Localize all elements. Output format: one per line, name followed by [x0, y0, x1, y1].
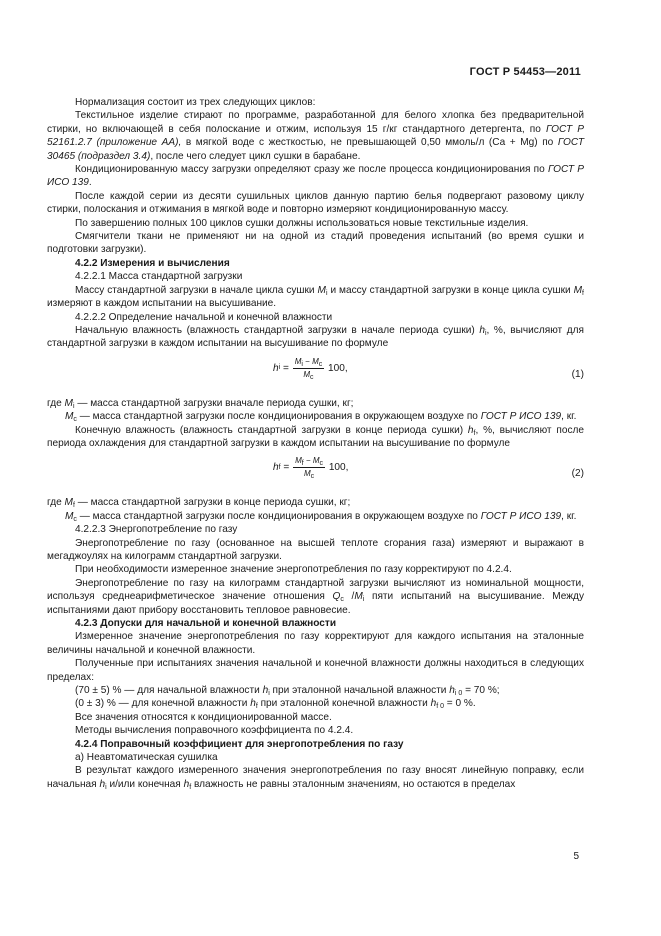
text: , кг.	[561, 510, 577, 522]
subscript: c	[318, 360, 323, 368]
text: = 70 %;	[462, 685, 500, 697]
subsection-heading: 4.2.2.3 Энергопотребление по газу	[75, 524, 238, 536]
formula-1	[47, 354, 584, 394]
standard-reference: ГОСТ Р ИСО 139	[47, 164, 585, 189]
symbol: M	[303, 369, 311, 379]
section-heading: 4.2.4 Поправочный коэффициент для энергопотребления по газу	[75, 738, 404, 750]
subscript: i	[268, 690, 270, 698]
symbol: M	[573, 284, 583, 296]
subscript: i	[325, 289, 328, 297]
text: = 0 %.	[443, 698, 476, 710]
subscript: c	[73, 416, 77, 424]
symbol: h	[183, 778, 190, 790]
variable-definition	[47, 410, 584, 423]
subscript: f	[582, 289, 584, 297]
section-heading: 4.2.2 Измерения и вычисления	[75, 257, 230, 269]
subscript: f 0	[436, 703, 444, 711]
symbol: M	[354, 591, 363, 603]
formula-2	[47, 453, 584, 493]
text: (0 ± 3) % — для конечной влажности	[75, 698, 251, 710]
subscript: c	[340, 596, 344, 604]
subscript: i	[301, 360, 303, 368]
text: и массу стандартной загрузки в конце цикла сушки	[327, 284, 574, 296]
text: .	[88, 177, 92, 189]
symbol: M	[312, 456, 320, 466]
text: Текстильное изделие стирают по программе, разработанной для белого хлопка без предварительной стирки, но включающей в себя полоскание и отжим, используя 15 г/кг стандартного детергента, по	[47, 110, 584, 135]
equals-sign: =	[280, 462, 293, 474]
subscript: f	[189, 783, 192, 791]
standard-reference: ГОСТ 30465 (подраздел 3.4)	[47, 137, 584, 162]
symbol: M	[317, 284, 326, 296]
symbol: h	[273, 462, 279, 474]
standard-reference: ГОСТ Р ИСО 139	[480, 510, 562, 522]
symbol: h	[250, 698, 256, 710]
formula-expression: h i = $\frac{M_i - M_c}{M_c}$ 100,	[273, 356, 348, 381]
subscript: i	[484, 329, 487, 337]
subsection-heading: 4.2.2.1 Масса стандартной загрузки	[75, 271, 243, 283]
paragraph	[47, 424, 584, 451]
subscript: f	[72, 502, 75, 510]
text: при эталонной конечной влажности	[257, 698, 431, 710]
subscript: f	[473, 429, 476, 437]
text: влажность не равны эталонным значениям, но остаются в пределах	[191, 778, 516, 790]
equals-sign: =	[280, 362, 292, 374]
paragraph: После каждой серии из десяти сушильных циклов данную партию белья подвергают разовому циклу стирки, полоскания и отжимания в мягкой воде и повторно измеряют кондиционированную массу.	[47, 190, 584, 216]
subscript: c	[310, 373, 314, 381]
symbol: M	[65, 510, 74, 522]
paragraph	[47, 697, 584, 710]
text: Массу стандартной загрузки в начале цикла сушки	[75, 284, 318, 296]
text: где	[47, 497, 65, 509]
subscript: c	[73, 515, 77, 523]
paragraph	[47, 764, 584, 791]
text: , после чего следует цикл сушки в барабане.	[150, 150, 361, 162]
paragraph	[47, 577, 584, 617]
symbol: h	[273, 362, 279, 374]
symbol: h	[430, 698, 437, 710]
minus-sign: −	[303, 456, 313, 466]
symbol: M	[64, 497, 73, 509]
equation-number: (1)	[571, 368, 584, 380]
paragraph	[47, 109, 584, 163]
text: измеряют в каждом испытании на высушивание.	[47, 298, 277, 310]
fraction	[293, 356, 325, 381]
text: — масса стандартной загрузки вначале периода сушки, кг;	[74, 397, 354, 409]
text: В результат каждого измеренного значения энергопотребления по газу вносят линейную поправку, если начальная	[47, 765, 584, 790]
subscript: i	[72, 402, 75, 410]
text: при эталонной начальной влажности	[269, 685, 450, 697]
multiplier: 100,	[325, 362, 348, 374]
symbol: h	[449, 685, 455, 697]
text: /	[343, 591, 355, 603]
symbol: h	[479, 324, 485, 336]
symbol: h	[262, 685, 269, 697]
fraction	[293, 455, 325, 480]
text: где	[47, 397, 65, 409]
paragraph: При необходимости измеренное значение энергопотребления по газу корректируют по 4.2.4.	[75, 564, 512, 576]
denominator	[303, 369, 313, 381]
subsection-heading: 4.2.2.2 Определение начальной и конечной влажности	[75, 311, 333, 323]
paragraph: Нормализация состоит из трех следующих циклов:	[75, 97, 316, 108]
formula-expression: h f = $\frac{M_f - M_c}{M_c}$ 100,	[273, 456, 349, 481]
symbol: M	[294, 356, 302, 366]
paragraph: Все значения относятся к кондиционированной массе.	[75, 711, 332, 723]
multiplier: 100,	[326, 462, 349, 474]
paragraph	[47, 284, 584, 311]
equation-number: (2)	[571, 468, 584, 480]
section-heading: 4.2.3 Допуски для начальной и конечной влажности	[75, 618, 337, 629]
standard-reference: ГОСТ Р 52161.2.7 (приложение АА),	[47, 123, 584, 149]
symbol: M	[303, 469, 311, 479]
variable-definition	[47, 397, 584, 410]
paragraph: Энергопотребление по газу (основанное на высшей теплоте сгорания газа) измеряют и выражают в мегаджоулях на килограмм стандартной загрузки.	[47, 537, 584, 562]
symbol: M	[65, 411, 74, 423]
text: — масса стандартной загрузки после кондиционирования в окружающем воздухе по	[76, 411, 481, 423]
symbol: Q	[332, 591, 341, 603]
symbol: h	[99, 778, 106, 790]
numerator	[293, 455, 325, 468]
standard-reference: ГОСТ Р ИСО 139	[480, 411, 562, 423]
subscript: f	[255, 703, 258, 711]
denominator	[304, 468, 314, 480]
minus-sign: −	[302, 356, 313, 366]
list-item: а) Неавтоматическая сушилка	[75, 752, 218, 764]
text: и/или конечная	[106, 778, 184, 790]
subscript: c	[310, 473, 315, 481]
text: Кондиционированную массу загрузки определяют сразу же после процесса кондиционирования по	[75, 164, 548, 176]
text: , %, вычисляют для стандартной загрузки в каждом испытании на высушивание по формуле	[47, 324, 584, 350]
subscript: f	[301, 460, 304, 468]
page-number: 5	[573, 851, 579, 862]
paragraph	[47, 324, 584, 351]
paragraph: Измеренное значение энергопотребления по газу корректируют для каждого испытания на эталонные величины начальной и конечной влажности.	[47, 631, 584, 656]
paragraph	[47, 163, 584, 190]
numerator	[293, 356, 325, 369]
paragraph: По завершению полных 100 циклов сушки должны использоваться новые текстильные изделия.	[75, 217, 529, 229]
text: , %, вычисляют после периода охлаждения для стандартной загрузки в каждом испытании на высушивание по формуле	[47, 424, 584, 449]
text: Конечную влажность (влажность стандартной загрузки в конце периода сушки)	[75, 424, 468, 436]
subscript: i 0	[454, 690, 463, 698]
text: — масса стандартной загрузки после кондиционирования в окружающем воздухе по	[76, 510, 481, 522]
paragraph	[47, 684, 584, 697]
paragraph: Методы вычисления поправочного коэффициента по 4.2.4.	[75, 725, 354, 737]
symbol: M	[312, 356, 319, 366]
text: пяти испытаний на высушивание. Между испытаниями дают прибору восстановить тепловое равновесие.	[47, 591, 584, 616]
text: Начальную влажность (влажность стандартной загрузки в начале периода сушки)	[75, 324, 480, 336]
paragraph: Смягчители ткани не применяют ни на одной из стадий проведения испытаний (во время сушки и подготовки загрузки).	[47, 231, 584, 256]
document-header: ГОСТ Р 54453—2011	[469, 66, 581, 78]
paragraph: Полученные при испытаниях значения начальной и конечной влажности должны находиться в следующих пределах:	[47, 658, 584, 683]
text: Энергопотребление по газу на килограмм стандартной загрузки вычисляют из номинальной мощности, используя среднеарифметическое значение отношения	[47, 577, 584, 603]
text: (70 ± 5) % — для начальной влажности	[75, 685, 263, 697]
subscript: i	[362, 596, 365, 604]
text: в мягкой воде с жесткостью, не превышающей 0,50 ммоль/л (Ca + Mg) по	[181, 137, 558, 149]
symbol: M	[295, 456, 302, 466]
variable-definition	[47, 510, 584, 523]
text: , кг.	[561, 411, 577, 423]
symbol: M	[64, 397, 73, 409]
text: — масса стандартной загрузки в конце периода сушки, кг;	[74, 497, 351, 509]
symbol: h	[467, 424, 474, 436]
variable-definition	[47, 496, 584, 509]
subscript: c	[319, 460, 324, 468]
document-body	[47, 96, 584, 791]
subscript: i	[105, 783, 107, 791]
